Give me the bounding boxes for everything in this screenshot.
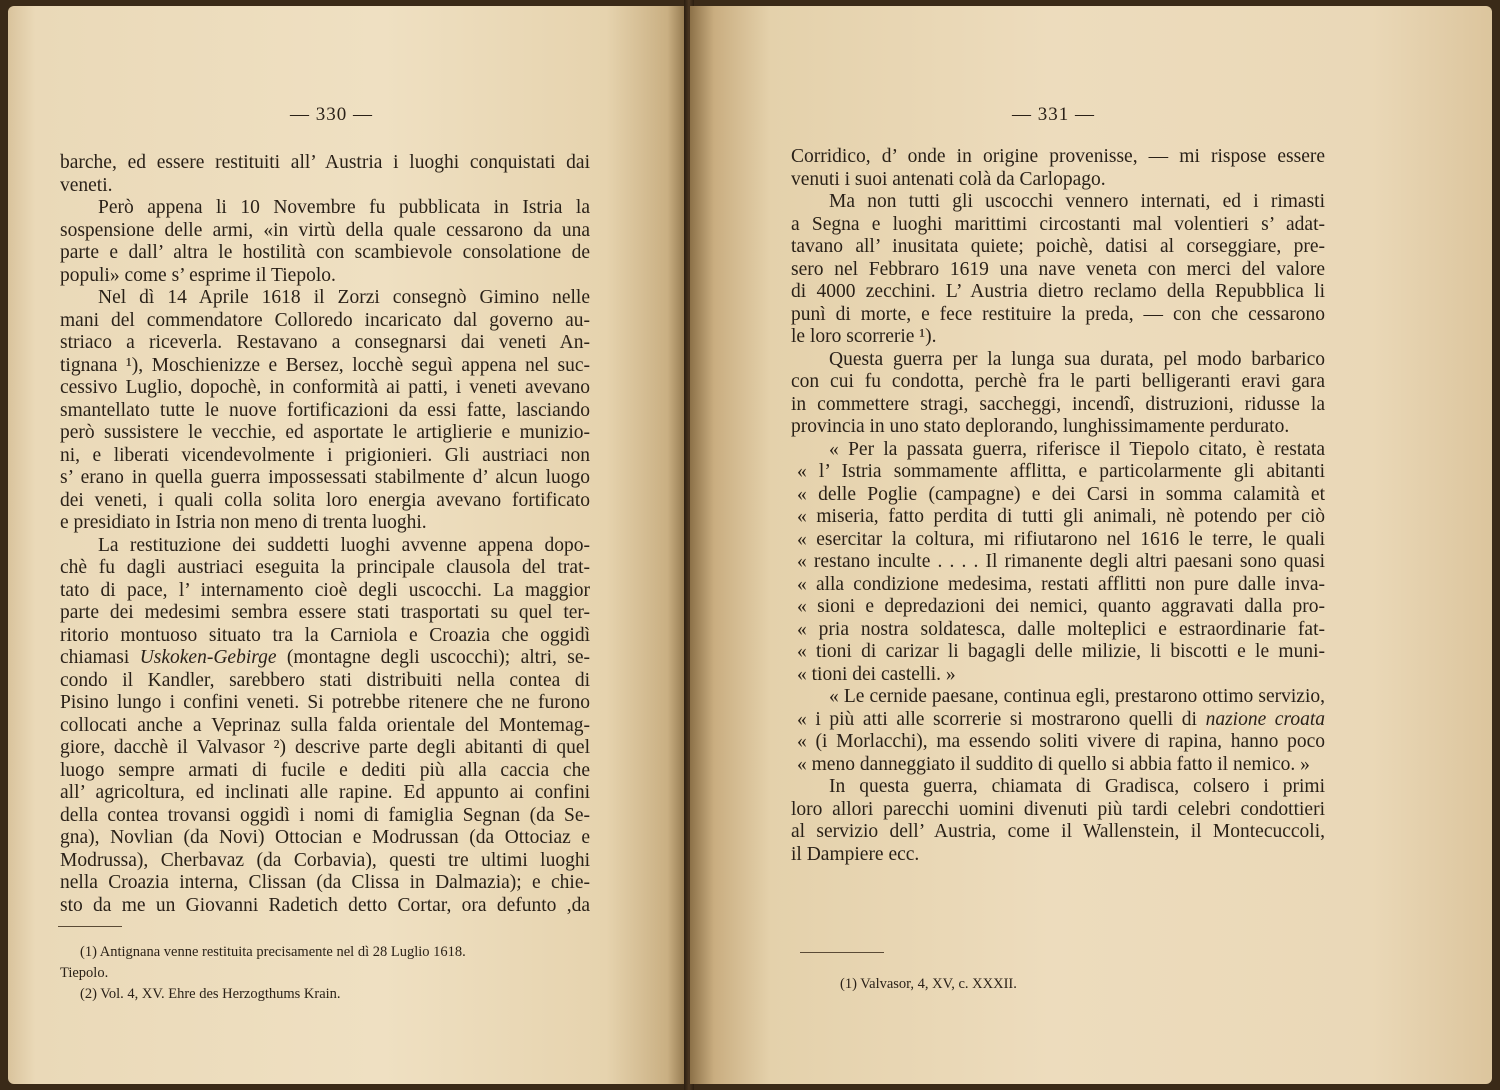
footnote-divider [800, 952, 884, 953]
text-line: all’ agricoltura, ed inclinati alle rapine. Ed appunto ai confini [60, 782, 590, 803]
italic-term: Uskoken-Gebirge [139, 647, 277, 668]
text-line: con cui fu condotta, perchè fra le parti belligeranti eravi gara [791, 371, 1325, 392]
text-line: tignana ¹), Moschienizze e Bersez, locchè seguì appena nel suc- [60, 354, 590, 376]
text-line: parte e dall’ altra le hostilità con scambievole consolatione de [60, 242, 590, 263]
left-page [8, 6, 688, 1084]
text-line: Questa guerra per la lunga sua durata, pel modo barbarico [829, 348, 1325, 370]
text-line: Però appena li 10 Novembre fu pubblicata in Istria la [98, 197, 590, 218]
text-line: « meno danneggiato il suddito di quello si abbia fatto il nemico. » [797, 753, 1310, 775]
text-run: (montagne degli uscocchi); altri, se- [276, 647, 590, 668]
text-line: Pisino lungo i confini veneti. Si potrebbe ritenere che ne furono [60, 692, 590, 713]
text-line: Ma non tutti gli uscocchi vennero internati, ed i rimasti [829, 191, 1325, 212]
text-line: e presidiato in Istria non meno di trenta luoghi. [60, 512, 427, 533]
text-line: ritorio montuoso situato tra la Carniola e Croazia che oggidì [60, 624, 590, 646]
text-line: collocati anche a Veprinaz sulla falda orientale del Montemag- [60, 714, 590, 736]
text-line: tavano all’ inusitata quiete; poichè, datisi al corseggiare, pre- [791, 236, 1325, 257]
page-number: — 330 — [290, 104, 373, 125]
text-line: di 4000 zecchini. L’ Austria dietro reclamo della Repubblica li [791, 281, 1325, 302]
text-line-with-italic [791, 709, 1325, 732]
text-line: venuti i suoi antenati colà da Carlopago. [791, 168, 1106, 190]
footnote: Tiepolo. [60, 965, 109, 981]
text-line: « esercitar la coltura, mi rifiutarono nel 1616 le terre, le quali [797, 528, 1325, 550]
text-line: parte dei medesimi sembra essere stati trasportati su quel ter- [60, 602, 590, 623]
text-line: « l’ Istria sommamente afflitta, e particolarmente gli abitanti [797, 461, 1325, 482]
text-line: giore, dacchè il Valvasor ²) descrive parte degli abitanti di quel [60, 737, 590, 758]
text-line: loro allori parecchi uomini divenuti più tardi celebri condottieri [791, 798, 1325, 820]
text-line: in commettere stragi, saccheggi, incendî, distruzioni, ridusse la [791, 393, 1325, 415]
text-line: In questa guerra, chiamata di Gradisca, colsero i primi [829, 776, 1325, 797]
footnotes [60, 942, 590, 1005]
page-number: — 331 — [1012, 104, 1095, 125]
text-line: sto da me un Giovanni Radetich detto Cortar, ora defunto ,da [60, 894, 590, 916]
text-line: « delle Poglie (campagne) e dei Carsi in somma calamità et [797, 483, 1325, 505]
footnote: (1) Valvasor, 4, XV, c. XXXII. [840, 976, 1017, 992]
text-line: « miseria, fatto perdita di tutti gli animali, nè potendo per ciò [797, 506, 1325, 527]
text-line: cessivo Luglio, dopochè, in conformità ai patti, i veneti avevano [60, 377, 590, 398]
text-line: sospensione delle armi, «in virtù della quale cessarono da una [60, 219, 590, 241]
text-line: « restano inculte . . . . Il rimanente degli altri paesani sono quasi [797, 551, 1325, 572]
footnote-divider [58, 926, 122, 927]
footnote: (2) Vol. 4, XV. Ehre des Herzogthums Krain. [80, 986, 341, 1002]
text-line: luogo sempre armati di fucile e dediti più alla caccia che [60, 759, 590, 781]
right-page [690, 6, 1492, 1084]
footnote: (1) Antignana venne restituita precisamente nel dì 28 Luglio 1618. [80, 944, 466, 960]
text-line: il Dampiere ecc. [791, 843, 920, 865]
text-line: mani del commendatore Colloredo incaricato dal governo au- [60, 309, 590, 331]
text-line: barche, ed essere restituiti all’ Austria i luoghi conquistati dai [60, 152, 590, 173]
text-line: populi» come s’ esprime il Tiepolo. [60, 264, 336, 286]
text-line: Nel dì 14 Aprile 1618 il Zorzi consegnò Gimino nelle [98, 287, 590, 308]
text-line: veneti. [60, 174, 113, 196]
text-line: sero nel Febbraro 1619 una nave veneta con merci del valore [791, 258, 1325, 280]
text-line: Corridico, d’ onde in origine provenisse, — mi rispose essere [791, 146, 1325, 167]
text-line: « sioni e depredazioni dei nemici, quanto aggravati dalla pro- [797, 596, 1325, 617]
text-line: s’ erano in quella guerra impossessati stabilmente d’ alcun luogo [60, 467, 590, 488]
text-line: le loro scorrerie ¹). [791, 326, 937, 347]
text-line: « tioni dei castelli. » [797, 663, 956, 685]
text-line: Modrussa), Cherbavaz (da Corbavia), questi tre ultimi luoghi [60, 849, 590, 871]
text-line-with-italic [60, 647, 590, 670]
text-line: « (i Morlacchi), ma essendo soliti vivere di rapina, hanno poco [797, 731, 1325, 752]
text-run: chiamasi [60, 647, 140, 668]
text-line: ni, e liberati vicendevolmente i prigionieri. Gli austriaci non [60, 444, 590, 466]
text-line: condo il Kandler, sarebbero stati distribuiti nella contea di [60, 669, 590, 691]
right-page-body [791, 146, 1325, 866]
text-line: dei veneti, i quali colla solita loro energia avevano fortificato [60, 489, 590, 511]
footnotes [840, 974, 1320, 995]
text-line: La restituzione dei suddetti luoghi avvenne appena dopo- [98, 534, 590, 556]
text-line: al servizio dell’ Austria, come il Wallenstein, il Montecuccoli, [791, 821, 1325, 842]
left-page-body [60, 152, 590, 917]
text-line: chè fu dagli austriaci eseguita la principale clausola del trat- [60, 557, 590, 578]
text-line: « Per la passata guerra, riferisce il Tiepolo citato, è restata [829, 438, 1325, 460]
text-line: smantellato tutte le nuove fortificazioni da essi fatte, lasciando [60, 399, 590, 421]
text-line: provincia in uno stato deplorando, lunghissimamente perdurato. [791, 416, 1290, 437]
text-line: « Le cernide paesane, continua egli, prestarono ottimo servizio, [829, 686, 1325, 707]
text-line: striaco a riceverla. Restavano a consegnarsi dai veneti An- [60, 332, 590, 353]
text-line: gna), Novlian (da Novi) Ottocian e Modrussan (da Ottociaz e [60, 827, 590, 848]
text-line: però sussistere le vecchie, ed asportate le artiglierie e munizio- [60, 422, 590, 443]
text-line: della contea trovansi oggidì i nomi di famiglia Segnan (da Se- [60, 804, 590, 826]
text-line: a Segna e luoghi marittimi circostanti mal volentieri s’ adat- [791, 213, 1325, 235]
text-run: « i più atti alle scorrerie si mostrarono quelli di [797, 708, 1206, 730]
text-line: punì di morte, e fece restituire la preda, — con che cessarono [791, 303, 1325, 325]
text-line: nella Croazia interna, Clissan (da Clissa in Dalmazia); e chie- [60, 872, 590, 893]
text-line: « tioni di carizar li bagagli delle milizie, li biscotti e le muni- [797, 641, 1325, 662]
text-line: « alla condizione medesima, restati afflitti non pure dalle inva- [797, 573, 1325, 595]
text-line: tato di pace, l’ internamento cioè degli uscocchi. La maggior [60, 579, 590, 601]
italic-term: nazione croata [1205, 708, 1325, 730]
text-line: « pria nostra soldatesca, dalle molteplici e estraordinarie fat- [797, 618, 1325, 640]
